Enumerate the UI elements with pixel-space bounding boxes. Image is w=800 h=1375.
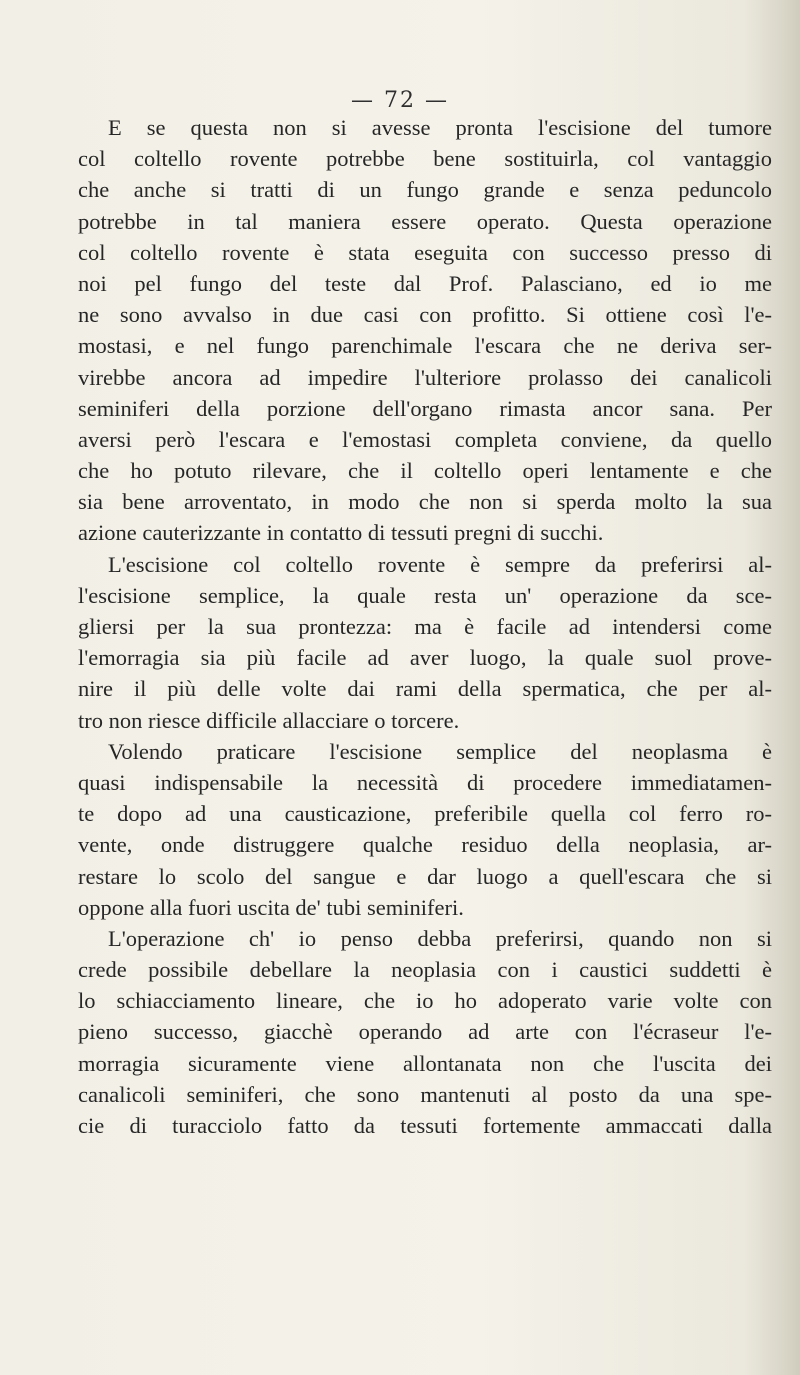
text-line: lo schiacciamento lineare, che io ho adoperato varie volte con <box>78 988 772 1014</box>
text-line: ne sono avvalso in due casi con profitto. Si ottiene così l'e- <box>78 302 772 328</box>
text-line: potrebbe in tal maniera essere operato. Questa operazione <box>78 208 772 234</box>
text-line: l'emorragia sia più facile ad aver luogo, la quale suol prove- <box>78 645 772 671</box>
text-line: mostasi, e nel fungo parenchimale l'escara che ne deriva ser- <box>78 333 772 359</box>
text-line: virebbe ancora ad impedire l'ulteriore prolasso dei canalicoli <box>78 364 772 390</box>
text-line: che anche si tratti di un fungo grande e senza peduncolo <box>78 177 772 203</box>
text-line: azione cauterizzante in contatto di tessuti pregni di succhi. <box>78 520 604 546</box>
text-line: tro non riesce difficile allacciare o torcere. <box>78 707 460 733</box>
text-line: che ho potuto rilevare, che il coltello operi lentamente e che <box>78 458 772 484</box>
text-line: aversi però l'escara e l'emostasi completa conviene, da quello <box>78 426 772 452</box>
text-line: gliersi per la sua prontezza: ma è facile ad intendersi come <box>78 614 772 639</box>
text-line: sia bene arroventato, in modo che non si sperda molto la sua <box>78 489 772 515</box>
text-line: noi pel fungo del teste dal Prof. Palasciano, ed io me <box>78 270 772 296</box>
text-line: pieno successo, giacchè operando ad arte con l'écraseur l'e- <box>78 1019 772 1045</box>
text-line: te dopo ad una causticazione, preferibile quella col ferro ro- <box>78 801 772 827</box>
text-line: canalicoli seminiferi, che sono mantenuti al posto da una spe- <box>78 1081 772 1107</box>
text-line: col coltello rovente è stata eseguita con successo presso di <box>78 239 772 265</box>
text-line: nire il più delle volte dai rami della spermatica, che per al- <box>78 676 772 702</box>
text-line: E se questa non si avesse pronta l'escisione del tumore <box>108 115 772 140</box>
text-line: col coltello rovente potrebbe bene sostituirla, col vantaggio <box>78 146 772 172</box>
text-line: L'operazione ch' io penso debba preferirsi, quando non si <box>108 925 772 951</box>
body-text <box>78 112 772 1141</box>
text-line: seminiferi della porzione dell'organo rimasta ancor sana. Per <box>78 395 772 421</box>
text-line: restare lo scolo del sangue e dar luogo a quell'escara che si <box>78 863 772 889</box>
text-line: Volendo praticare l'escisione semplice del neoplasma è <box>108 738 772 764</box>
text-line: crede possibile debellare la neoplasia con i caustici suddetti è <box>78 957 772 983</box>
text-line: quasi indispensabile la necessità di procedere immediatamen- <box>78 769 772 795</box>
text-line: oppone alla fuori uscita de' tubi seminiferi. <box>78 894 464 920</box>
page-number: — 72 — <box>351 88 449 113</box>
text-line: morragia sicuramente viene allontanata non che l'uscita dei <box>78 1050 772 1076</box>
text-line: l'escisione semplice, la quale resta un' operazione da sce- <box>78 582 772 608</box>
text-line: L'escisione col coltello rovente è sempre da preferirsi al- <box>108 551 772 577</box>
text-line: vente, onde distruggere qualche residuo della neoplasia, ar- <box>78 832 772 858</box>
text-line: cie di turacciolo fatto da tessuti fortemente ammaccati dalla <box>78 1113 772 1138</box>
